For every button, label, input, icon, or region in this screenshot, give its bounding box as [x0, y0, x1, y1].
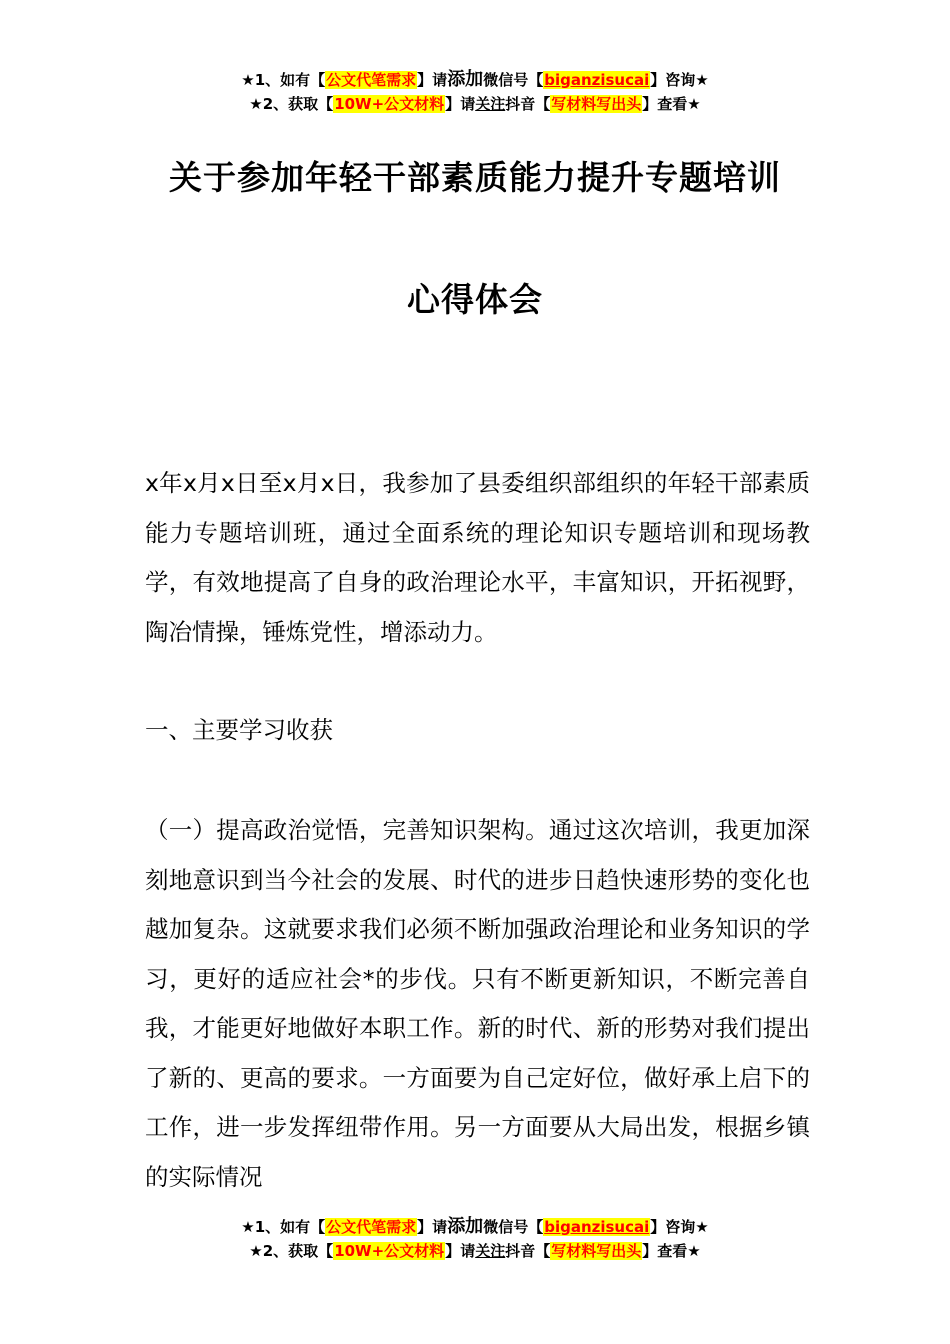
document-title-line-1: 关于参加年轻干部素质能力提升专题培训: [169, 158, 781, 197]
banner-text: 】咨询★: [650, 1218, 709, 1236]
banner-emphasis: 关注: [475, 95, 506, 113]
banner-line-1: [0, 68, 950, 92]
banner-text: ★2、获取【: [249, 1242, 334, 1260]
banner-text: ★1、如有【: [241, 1218, 326, 1236]
banner-line-2: [0, 92, 950, 116]
banner-highlight: 10W+公文材料: [334, 95, 445, 113]
paragraph-section-1: [145, 806, 810, 1202]
banner-text: ★2、获取【: [249, 95, 334, 113]
banner-highlight: biganzisucai: [544, 1218, 650, 1236]
banner-text: 抖音【: [505, 1242, 551, 1260]
banner-text: 】查看★: [642, 1242, 701, 1260]
heading-text: 一、主要学习收获: [145, 716, 333, 744]
banner-text: 】请: [445, 1242, 476, 1260]
banner-text: 微信号【: [483, 1218, 544, 1236]
banner-line-1: [0, 1215, 950, 1239]
banner-text: 】请: [445, 95, 476, 113]
document-title-line-2: 心得体会: [407, 280, 543, 319]
banner-text: 】请: [417, 71, 448, 89]
paragraph-intro: [145, 459, 810, 657]
banner-text: 抖音【: [505, 95, 551, 113]
banner-emphasis: 添加: [447, 1216, 484, 1237]
bottom-banner: [0, 1215, 950, 1263]
banner-line-2: [0, 1239, 950, 1263]
banner-highlight: 10W+公文材料: [334, 1242, 445, 1260]
banner-text: 】咨询★: [650, 71, 709, 89]
banner-text: 微信号【: [483, 71, 544, 89]
paragraph-text: x年x月x日至x月x日，我参加了县委组织部组织的年轻干部素质能力专题培训班，通过全面系统的理论知识专题培训和现场教学，有效地提高了自身的政治理论水平，丰富知识，开拓视野，陶冶情操，锤炼党性，增添动力。: [145, 469, 810, 646]
top-banner: [0, 68, 950, 116]
banner-text: ★1、如有【: [241, 71, 326, 89]
banner-text: 】请: [417, 1218, 448, 1236]
banner-highlight: 公文代笔需求: [326, 1218, 417, 1236]
banner-emphasis: 关注: [475, 1242, 506, 1260]
banner-highlight: 写材料写出头: [551, 95, 642, 113]
banner-highlight: biganzisucai: [544, 71, 650, 89]
paragraph-text: （一）提高政治觉悟，完善知识架构。通过这次培训，我更加深刻地意识到当今社会的发展、时代的进步日趋快速形势的变化也越加复杂。这就要求我们必须不断加强政治理论和业务知识的学习，更好的适应社会*的步伐。只有不断更新知识，不断完善自我，才能更好地做好本职工作。新的时代、新的形势对我们提出了新的、更高的要求。一方面要为自己定好位，做好承上启下的工作，进一步发挥纽带作用。另一方面要从大局出发，根据乡镇的实际情况: [145, 816, 810, 1191]
banner-highlight: 写材料写出头: [551, 1242, 642, 1260]
section-heading: [145, 706, 810, 756]
banner-emphasis: 添加: [447, 69, 484, 90]
banner-highlight: 公文代笔需求: [326, 71, 417, 89]
banner-text: 】查看★: [642, 95, 701, 113]
